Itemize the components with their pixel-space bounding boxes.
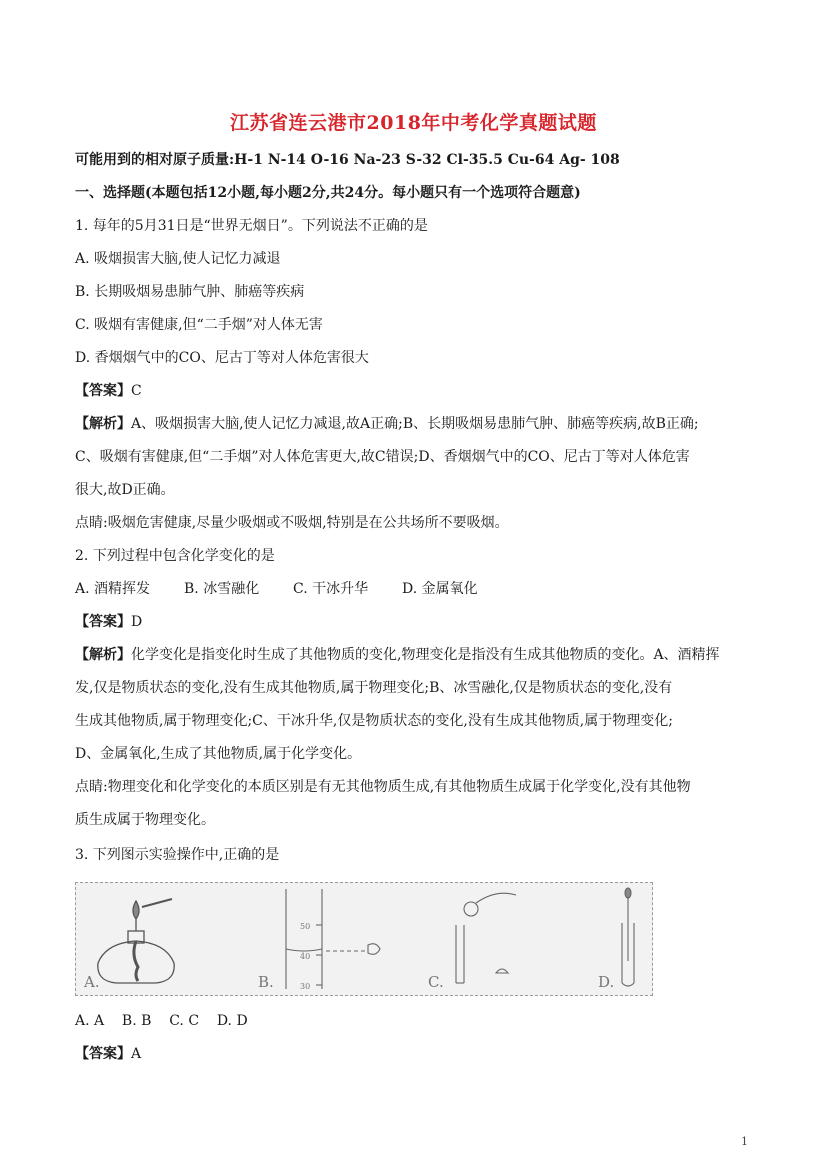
- question-1-analysis-line-3: 很大,故D正确。: [75, 482, 175, 498]
- test-tube-solid-illustration: [456, 893, 516, 983]
- question-2-analysis-line-2: 发,仅是物质状态的变化,没有生成其他物质,属于物理变化;B、冰雪融化,仅是物质状态的变化,没有: [75, 680, 673, 696]
- answer-value: A: [131, 1046, 142, 1062]
- question-3-stem: 3. 下列图示实验操作中,正确的是: [75, 847, 280, 863]
- cylinder-tick-40: 40: [300, 952, 311, 961]
- page-title: 江苏省连云港市2018年中考化学真题试题: [230, 112, 597, 134]
- question-2-analysis-line-4: D、金属氧化,生成了其他物质,属于化学变化。: [75, 746, 362, 762]
- question-2-option-d: D. 金属氧化: [402, 581, 478, 597]
- answer-label: 【答案】: [75, 383, 131, 399]
- question-1-stem: 1. 每年的5月31日是“世界无烟日”。下列说法不正确的是: [75, 218, 428, 234]
- atomic-masses-line: 可能用到的相对原子质量:H-1 N-14 O-16 Na-23 S-32 Cl-35.5 Cu-64 Ag- 108: [75, 152, 620, 168]
- question-2-analysis-line-3: 生成其他物质,属于物理变化;C、干冰升华,仅是物质状态的变化,没有生成其他物质,属于物理变化;: [75, 713, 673, 729]
- answer-label: 【答案】: [75, 1046, 131, 1062]
- figure-label-d: D.: [598, 973, 615, 991]
- question-1-answer: [75, 381, 142, 401]
- question-2-analysis-line-1: [75, 645, 720, 665]
- answer-label: 【答案】: [75, 614, 131, 630]
- question-3-answer: [75, 1044, 141, 1064]
- analysis-text: 化学变化是指变化时生成了其他物质的变化,物理变化是指没有生成其他物质的变化。A、酒精挥: [131, 647, 720, 663]
- dropper-test-tube-illustration: [622, 888, 634, 986]
- alcohol-lamp-illustration: [98, 899, 174, 983]
- analysis-text: A、吸烟损害大脑,使人记忆力减退,故A正确;B、长期吸烟易患肺气肿、肺癌等疾病,故B正确;: [131, 416, 699, 432]
- answer-value: D: [131, 614, 143, 630]
- question-1-analysis-line-1: [75, 414, 699, 434]
- cylinder-tick-30: 30: [300, 982, 311, 991]
- question-1-option-b: B. 长期吸烟易患肺气肿、肺癌等疾病: [75, 284, 305, 300]
- question-1-tip: 点睛:吸烟危害健康,尽量少吸烟或不吸烟,特别是在公共场所不要吸烟。: [75, 515, 509, 531]
- question-3-options: A. A B. B C. C D. D: [75, 1013, 248, 1029]
- analysis-label: 【解析】: [75, 647, 131, 663]
- question-1-option-c: C. 吸烟有害健康,但“二手烟”对人体无害: [75, 317, 323, 333]
- figure-drawings: [76, 883, 652, 995]
- question-2-answer: [75, 612, 142, 632]
- question-2-option-c: C. 干冰升华: [293, 581, 369, 597]
- analysis-label: 【解析】: [75, 416, 131, 432]
- question-2-option-b: B. 冰雪融化: [184, 581, 260, 597]
- lab-operations-figure: [75, 882, 653, 996]
- question-1-option-d: D. 香烟烟气中的CO、尼古丁等对人体危害很大: [75, 350, 369, 366]
- question-2-option-a: A. 酒精挥发: [75, 581, 151, 597]
- question-2-tip-line-1: 点睛:物理变化和化学变化的本质区别是有无其他物质生成,有其他物质生成属于化学变化,没有其他物: [75, 779, 691, 795]
- question-1-option-a: A. 吸烟损害大脑,使人记忆力减退: [75, 251, 281, 267]
- answer-value: C: [131, 383, 142, 399]
- question-1-analysis-line-2: C、吸烟有害健康,但“二手烟”对人体危害更大,故C错误;D、香烟烟气中的CO、尼古丁等对人体危害: [75, 449, 690, 465]
- question-2-options: [75, 579, 478, 599]
- figure-label-b: B.: [258, 973, 274, 991]
- graduated-cylinder-illustration: [286, 889, 380, 989]
- figure-label-c: C.: [428, 973, 444, 991]
- question-2-stem: 2. 下列过程中包含化学变化的是: [75, 548, 275, 564]
- page-number: 1: [741, 1135, 748, 1148]
- section-heading: 一、选择题(本题包括12小题,每小题2分,共24分。每小题只有一个选项符合题意): [75, 185, 581, 201]
- question-2-tip-line-2: 质生成属于物理变化。: [75, 812, 215, 828]
- cylinder-tick-50: 50: [300, 922, 311, 931]
- figure-label-a: A.: [84, 973, 100, 991]
